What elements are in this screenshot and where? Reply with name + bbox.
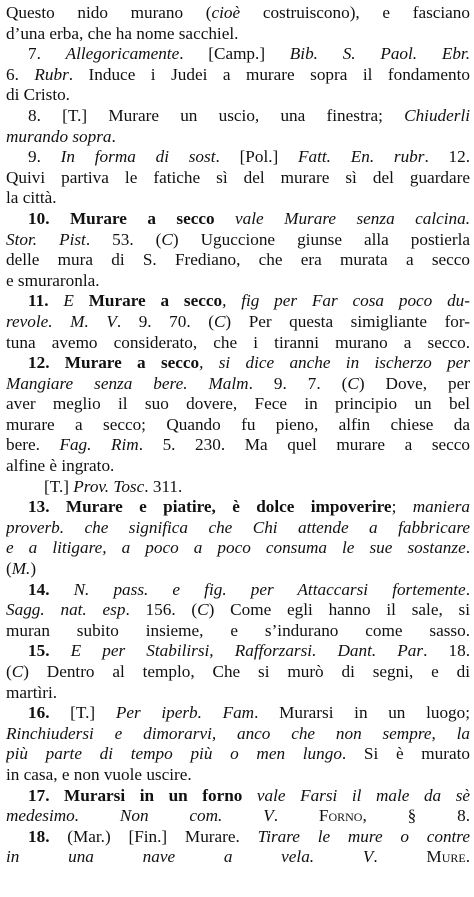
text-segment: .: [111, 126, 116, 146]
text-line: [6, 333, 470, 354]
text-segment: E: [63, 291, 89, 311]
text-line: [6, 435, 470, 456]
text-segment: . 53. (: [85, 229, 162, 249]
text-segment: maniera: [412, 497, 470, 517]
text-line: [6, 127, 470, 148]
text-segment: C: [197, 600, 209, 620]
text-segment: Chiuderli: [404, 105, 470, 125]
text-segment: Quivi partiva le fatiche sì del murare sì del guardare: [6, 167, 470, 187]
text-segment: In forma di sost: [60, 147, 216, 167]
text-segment: C: [11, 662, 24, 681]
text-segment: . 5. 230. Ma quel murare a secco: [138, 435, 470, 455]
text-segment: .: [465, 538, 470, 558]
text-segment: C: [161, 229, 173, 249]
text-segment: Per iperb. Fam: [115, 703, 255, 723]
text-segment: Stor. Pist: [6, 229, 86, 249]
text-line: [6, 374, 470, 395]
text-segment: 13.: [28, 497, 66, 517]
text-segment: 8. [T.] Murare un uscio, una finestra;: [28, 105, 405, 125]
text-segment: E per Stabilirsi, Rafforzarsi. Dant. Par: [70, 641, 424, 661]
text-segment: C: [213, 311, 226, 331]
text-line: [6, 456, 470, 477]
text-segment: M.: [11, 559, 31, 579]
text-segment: di Cristo.: [6, 85, 70, 105]
text-segment: tuna avemo considerato, che i tiranni murano a secco.: [6, 332, 470, 352]
text-segment: .: [273, 806, 319, 826]
text-segment: . 156. (: [125, 600, 198, 620]
text-line: [6, 724, 470, 745]
text-segment: 15.: [28, 641, 71, 661]
text-line: [6, 621, 470, 642]
text-line: [6, 415, 470, 436]
text-segment: 18.: [28, 826, 68, 846]
text-segment: murando sopra: [6, 126, 112, 146]
text-segment: Rubr: [34, 64, 69, 84]
text-segment: . 18.: [423, 641, 470, 661]
text-segment: . 12.: [424, 147, 470, 167]
text-line: [6, 641, 470, 662]
text-segment: revole. M. V: [6, 311, 117, 331]
text-segment: . [Pol.]: [215, 147, 299, 167]
text-segment: vale Murare senza calcina.: [214, 208, 470, 228]
text-segment: cioè: [211, 3, 241, 22]
text-segment: Bib. S. Paol. Ebr.: [289, 44, 470, 64]
text-line: [6, 744, 470, 765]
text-line: [6, 600, 470, 621]
text-segment: d’una erba, che ha nome sacchiel.: [6, 23, 239, 43]
text-segment: . Si è murato: [341, 744, 470, 764]
text-segment: .: [465, 847, 470, 867]
text-segment: (: [6, 662, 12, 681]
text-segment: Questo nido murano (: [6, 3, 212, 22]
text-line: [6, 580, 470, 601]
text-segment: (: [6, 559, 12, 579]
text-segment: Prov. Tosc: [73, 476, 145, 496]
text-line: [6, 106, 470, 127]
text-line: [6, 3, 470, 24]
text-segment: in casa, e non vuole uscire.: [6, 764, 192, 784]
text-segment: più parte di tempo più o men lungo: [6, 744, 342, 764]
text-segment: aver meglio il suo dovere, Fece in principio un bel: [6, 394, 470, 414]
text-segment: fig per Far cosa poco du-: [241, 291, 470, 311]
text-line: [6, 538, 470, 559]
text-segment: alfine è ingrato.: [6, 456, 115, 476]
text-segment: ) Per questa simigliante for-: [225, 311, 470, 331]
text-segment: Murare a secco: [88, 291, 223, 311]
text-segment: . 9. 7. (: [248, 373, 348, 393]
text-segment: Fatt. En. rubr: [298, 147, 425, 167]
text-line: [6, 24, 470, 45]
text-segment: e a litigare, a poco a poco consuma le sue sostanze: [6, 538, 466, 558]
text-line: [6, 291, 470, 312]
text-segment: [T.]: [44, 476, 74, 496]
text-segment: 17.: [28, 785, 65, 805]
text-segment: 6.: [6, 64, 35, 84]
text-segment: murare a secco; Quando fu pieno, alfin chiese da: [6, 414, 470, 434]
text-segment: costruiscono), e fasciano: [240, 3, 470, 22]
text-line: [6, 559, 470, 580]
text-line: [6, 786, 470, 807]
text-segment: Fag. Rim: [59, 435, 139, 455]
text-line: [6, 353, 470, 374]
text-line: [6, 168, 470, 189]
text-segment: Mure: [426, 847, 466, 867]
text-segment: 11.: [28, 291, 64, 311]
text-segment: Mangiare senza bere. Malm: [6, 373, 249, 393]
text-segment: (Mar.) [Fin.] Murare.: [67, 826, 258, 846]
text-segment: . 9. 70. (: [116, 311, 214, 331]
text-line: [6, 806, 470, 827]
text-line: [6, 85, 470, 106]
text-line: [6, 662, 470, 683]
text-segment: ) Dove, per: [358, 373, 470, 393]
text-segment: medesimo. Non com. V: [6, 806, 274, 826]
entry-text-column: [6, 3, 470, 868]
text-segment: [T.]: [70, 703, 116, 723]
text-segment: in una nave a vela. V: [6, 847, 374, 867]
text-segment: bere.: [6, 435, 60, 455]
text-segment: 16.: [28, 703, 71, 723]
text-line: [6, 703, 470, 724]
text-segment: proverb. che significa che Chi attende a fabbricare: [6, 517, 470, 537]
text-line: [6, 230, 470, 251]
text-segment: Murare a secco: [69, 208, 215, 228]
text-line: [6, 271, 470, 292]
text-segment: Allegoricamente: [65, 44, 180, 64]
text-line: [6, 518, 470, 539]
text-segment: 14.: [28, 579, 74, 599]
text-segment: N. pass. e fig. per Attaccarsi fortemente: [73, 579, 466, 599]
text-line: [6, 497, 470, 518]
text-line: [6, 765, 470, 786]
text-segment: , § 8.: [362, 806, 470, 826]
text-segment: Murare a secco: [64, 353, 200, 373]
text-segment: Sagg. nat. esp: [6, 600, 126, 620]
text-segment: delle mura di S. Frediano, che era murata a secco: [6, 250, 470, 270]
text-segment: vale Farsi il male da sè: [242, 785, 470, 805]
text-segment: 12.: [28, 353, 65, 373]
text-line: [6, 44, 470, 65]
text-segment: 10.: [28, 208, 70, 228]
text-segment: ) Uguccione giunse alla postierla: [172, 229, 470, 249]
text-segment: Murarsi in un forno: [64, 785, 243, 805]
text-segment: ): [30, 559, 37, 579]
text-segment: .: [465, 579, 470, 599]
text-segment: 7.: [28, 44, 66, 64]
text-line: [6, 250, 470, 271]
text-line: [6, 65, 470, 86]
text-segment: 9.: [28, 147, 61, 167]
text-line: [6, 847, 470, 868]
text-segment: Forno: [318, 806, 363, 826]
text-segment: C: [347, 373, 359, 393]
text-segment: Tirare le mure o contre: [257, 826, 470, 846]
text-segment: . 311.: [144, 476, 183, 496]
text-line: [6, 312, 470, 333]
text-segment: ;: [391, 497, 413, 517]
text-line: [6, 394, 470, 415]
text-segment: muran subito insieme, e s’indurano come sasso.: [6, 620, 470, 640]
text-segment: . Induce i Judei a murare sopra il fondamento: [68, 64, 470, 84]
text-segment: la città.: [6, 188, 57, 208]
text-segment: . [Camp.]: [179, 44, 290, 64]
text-segment: , si dice anche in ischerzo per: [199, 353, 470, 373]
text-line: [6, 209, 470, 230]
text-segment: ) Dentro al templo, Che si murò di segni, e di: [23, 662, 470, 681]
text-segment: .: [373, 847, 427, 867]
text-segment: . Murarsi in un luogo;: [254, 703, 470, 723]
text-line: [6, 188, 470, 209]
text-line: [6, 827, 470, 848]
text-segment: martìri.: [6, 682, 58, 702]
text-line: [6, 683, 470, 704]
text-line: [6, 477, 470, 498]
text-segment: e smuraronla.: [6, 270, 100, 290]
text-segment: ,: [222, 291, 242, 311]
text-segment: ) Come egli hanno il sale, si: [208, 600, 470, 620]
text-segment: Murare e piatire, è dolce impoverire: [65, 497, 392, 517]
text-line: [6, 147, 470, 168]
text-segment: Rinchiudersi e dimorarvi, anco che non sempre, la: [6, 723, 470, 743]
